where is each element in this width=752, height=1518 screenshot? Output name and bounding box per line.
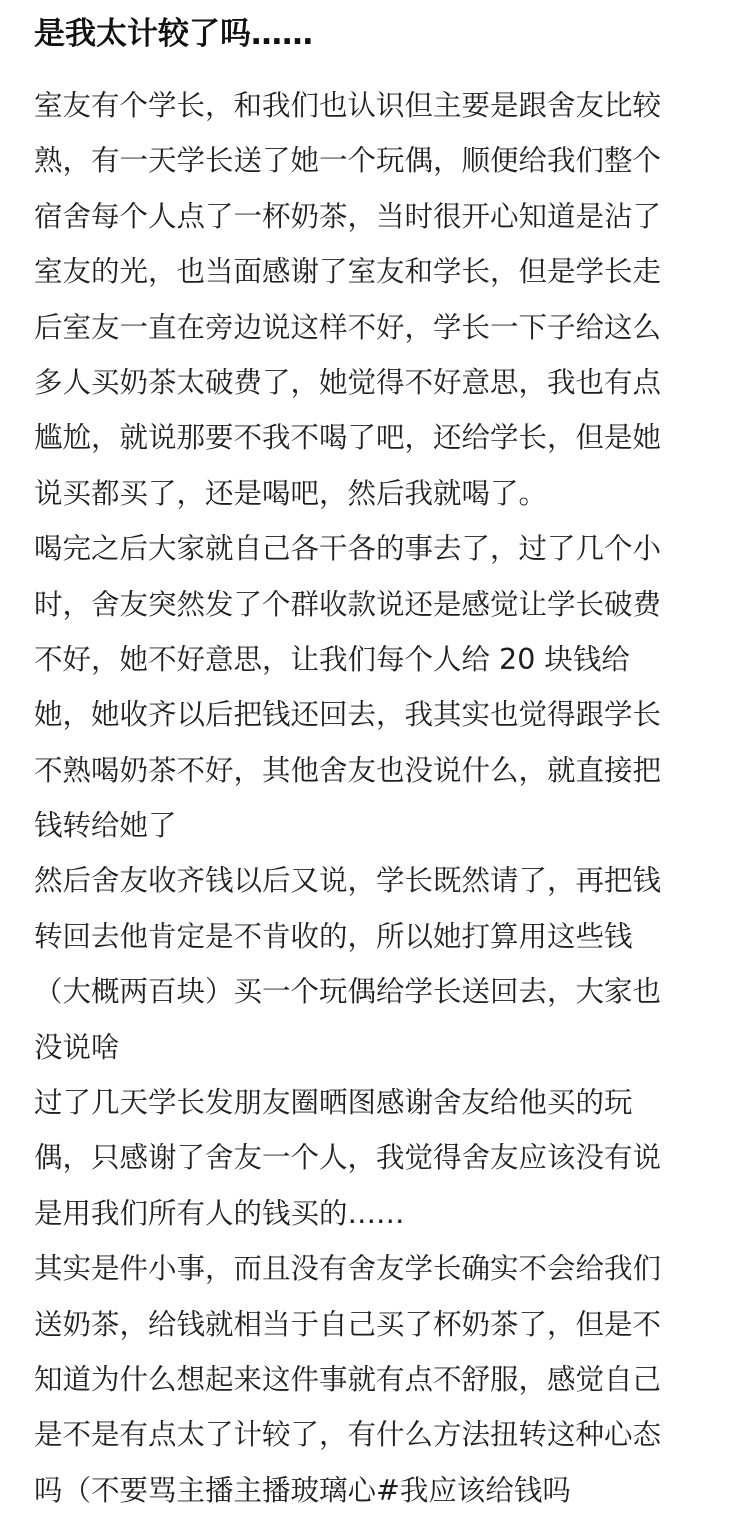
text-line: 她，她收齐以后把钱还回去，我其实也觉得跟学长 <box>34 698 662 732</box>
text-line: 不好，她不好意思，让我们每个人给 20 块钱给 <box>34 642 630 676</box>
text-line: 喝完之后大家就自己各干各的事去了，过了几个小 <box>34 532 662 566</box>
post-paragraph <box>34 78 752 521</box>
text-line: 室友的光，也当面感谢了室友和学长，但是学长走 <box>34 255 662 289</box>
text-line: 偶，只感谢了舍友一个人，我觉得舍友应该没有说 <box>34 1141 662 1175</box>
text-line: 吗（不要骂主播主播玻璃心#我应该给钱吗 <box>34 1473 571 1507</box>
text-line: 送奶茶，给钱就相当于自己买了杯奶茶了，但是不 <box>34 1307 662 1341</box>
text-line: 多人买奶茶太破费了，她觉得不好意思，我也有点 <box>34 365 662 399</box>
text-line: 后室友一直在旁边说这样不好，学长一下子给这么 <box>34 310 662 344</box>
text-line: 熟，有一天学长送了她一个玩偶，顺便给我们整个 <box>34 144 662 178</box>
text-line: 是不是有点太了计较了，有什么方法扭转这种心态 <box>34 1418 662 1452</box>
text-line: 是用我们所有人的钱买的…… <box>34 1196 405 1230</box>
post-title: 是我太计较了吗…… <box>34 16 313 52</box>
text-line: 然后舍友收齐钱以后又说，学长既然请了，再把钱 <box>34 864 662 898</box>
text-line: 不熟喝奶茶不好，其他舍友也没说什么，就直接把 <box>34 753 662 787</box>
text-line: 没说啥 <box>34 1030 120 1064</box>
text-line: 宿舍每个人点了一杯奶茶，当时很开心知道是沾了 <box>34 199 662 233</box>
post-paragraph <box>34 521 752 853</box>
text-line: 其实是件小事，而且没有舍友学长确实不会给我们 <box>34 1252 662 1286</box>
post-paragraph <box>34 1241 752 1518</box>
text-line: （大概两百块）买一个玩偶给学长送回去，大家也 <box>34 975 662 1009</box>
post-paragraph <box>34 1075 752 1241</box>
text-line: 室友有个学长，和我们也认识但主要是跟舍友比较 <box>34 89 662 122</box>
text-line: 时，舍友突然发了个群收款说还是感觉让学长破费 <box>34 587 662 621</box>
text-line: 知道为什么想起来这件事就有点不舒服，感觉自己 <box>34 1362 662 1396</box>
post-paragraph <box>34 853 752 1075</box>
text-line: 转回去他肯定是不肯收的，所以她打算用这些钱 <box>34 919 633 953</box>
text-line: 说买都买了，还是喝吧，然后我就喝了。 <box>34 476 548 510</box>
text-line: 尴尬，就说那要不我不喝了吧，还给学长，但是她 <box>34 421 662 455</box>
text-line: 过了几天学长发朋友圈晒图感谢舍友给他买的玩 <box>34 1086 633 1120</box>
text-line: 钱转给她了 <box>34 809 177 843</box>
post-body <box>34 78 752 1518</box>
